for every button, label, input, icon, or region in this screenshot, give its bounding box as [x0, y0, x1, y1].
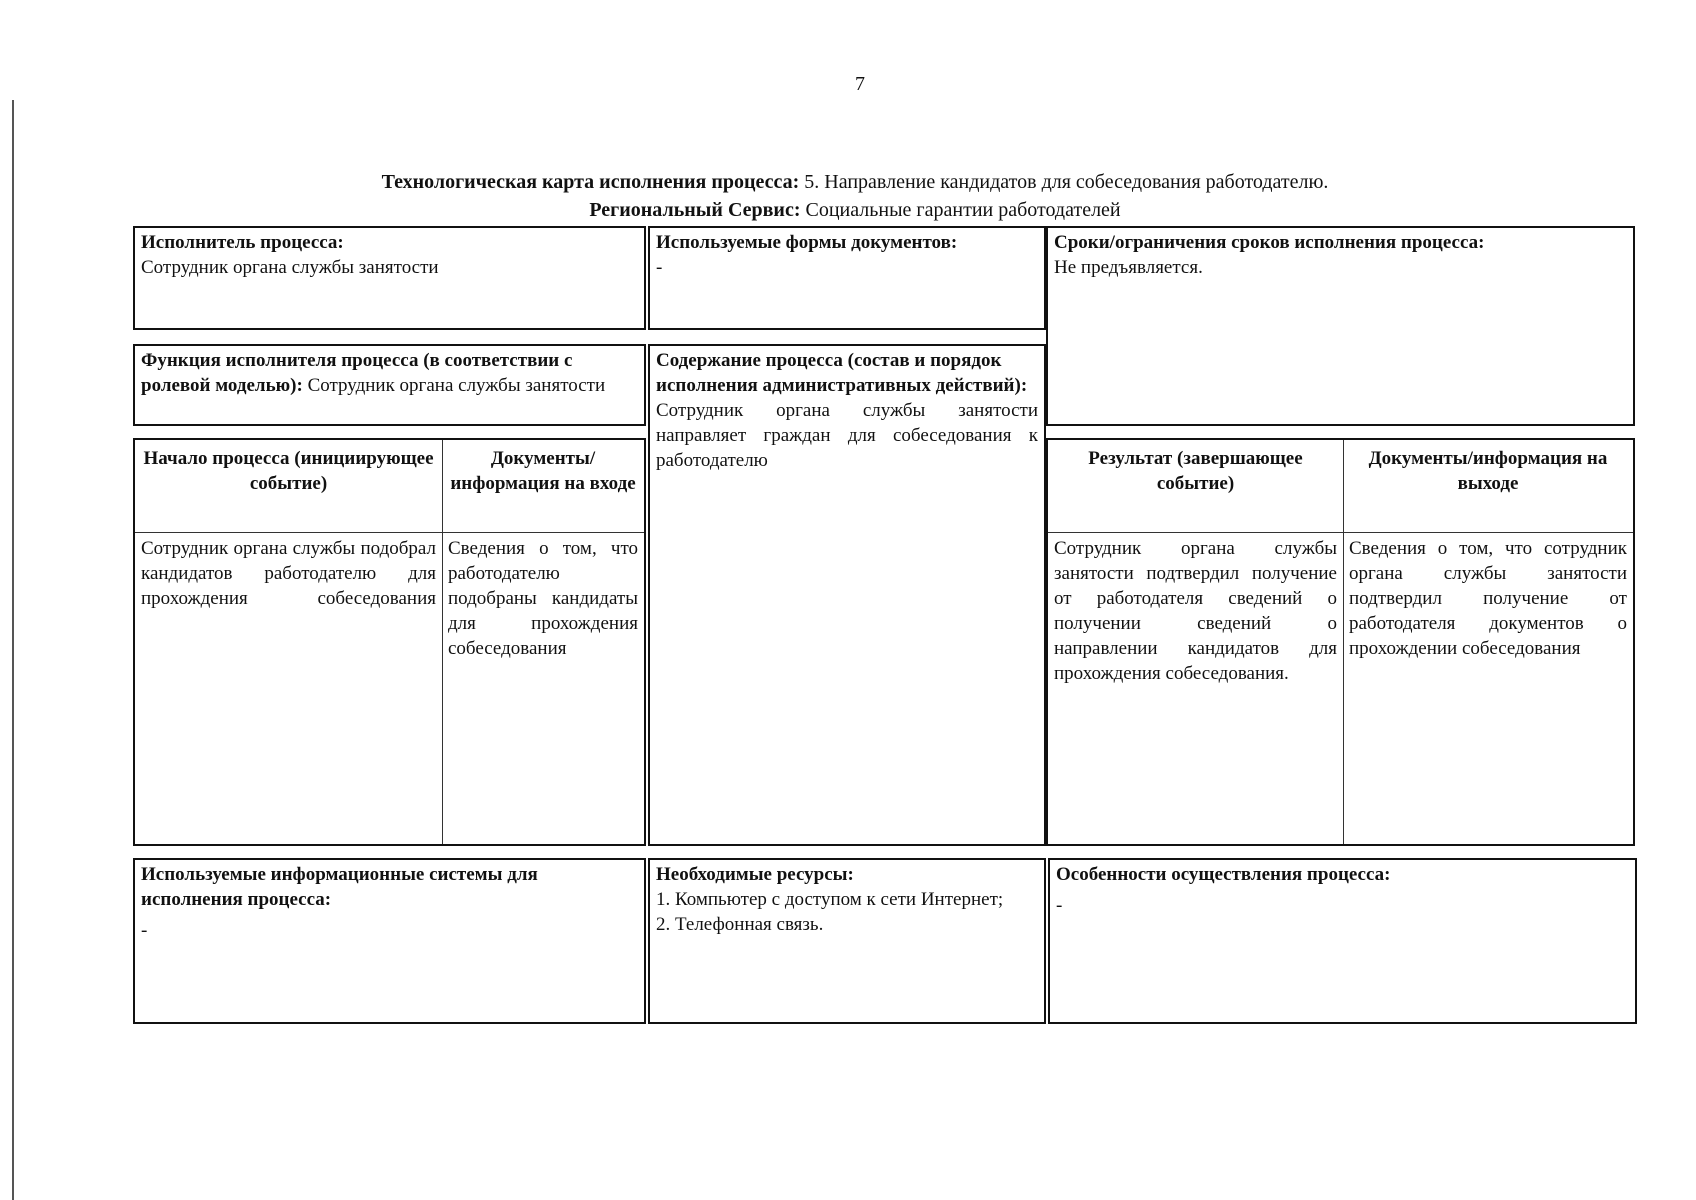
result-text: Сотрудник органа службы занятости подтвердил получение от работодателя сведений о получении сведений о направлении кандидатов для прохождения собеседования. — [1054, 538, 1337, 684]
forms-value: - — [656, 257, 663, 278]
resources-box — [648, 858, 1046, 1024]
page-number: 7 — [855, 73, 865, 95]
start-header-docs: Документы/информация на входе — [450, 448, 636, 494]
result-header-docs: Документы/информация на выходе — [1368, 448, 1608, 494]
content-value: Сотрудник органа службы занятости направляет граждан для собеседования к работодателю — [656, 400, 1038, 471]
systems-box — [133, 858, 646, 1024]
service-title — [120, 198, 1590, 223]
result-grid — [1046, 438, 1635, 846]
deadlines-label: Сроки/ограничения сроков исполнения процесса: — [1054, 232, 1485, 253]
result-header-result: Результат (завершающее событие) — [1088, 448, 1303, 494]
map-title — [120, 170, 1590, 195]
resources-label: Необходимые ресурсы: — [656, 864, 854, 885]
function-label: Функция исполнителя процесса (в соответствии с ролевой моделью): — [141, 350, 573, 396]
function-value: Сотрудник органа службы занятости — [307, 375, 606, 396]
forms-label: Используемые формы документов: — [656, 232, 958, 253]
map-title-value: 5. Направление кандидатов для собеседования работодателю. — [804, 171, 1329, 193]
result-docs-text: Сведения о том, что сотрудник органа службы занятости подтвердил получение от работодателя документов о прохождении собеседования — [1349, 538, 1627, 659]
start-grid-header-divider — [135, 532, 644, 533]
deadlines-box — [1046, 226, 1635, 426]
map-title-label: Технологическая карта исполнения процесса: — [381, 171, 800, 193]
systems-label: Используемые информационные системы для исполнения процесса: — [141, 864, 538, 910]
service-title-label: Региональный Сервис: — [589, 199, 801, 221]
start-grid — [133, 438, 646, 846]
forms-box — [648, 226, 1046, 330]
executor-label: Исполнитель процесса: — [141, 232, 344, 253]
features-value: - — [1056, 895, 1063, 916]
executor-value: Сотрудник органа службы занятости — [141, 257, 439, 278]
start-docs-text: Сведения о том, что работодателю подобраны кандидаты для прохождения собеседования — [448, 538, 638, 659]
content-label: Содержание процесса (состав и порядок исполнения административных действий): — [656, 350, 1028, 396]
resources-item: 1. Компьютер с доступом к сети Интернет; — [656, 889, 1004, 910]
resources-item: 2. Телефонная связь. — [656, 914, 824, 935]
start-header-process: Начало процесса (инициирующее событие) — [143, 448, 434, 494]
result-grid-header-divider — [1048, 532, 1633, 533]
content-box — [648, 344, 1046, 846]
start-process-text: Сотрудник органа службы подобрал кандидатов работодателю для прохождения собеседования — [141, 538, 436, 609]
executor-box — [133, 226, 646, 330]
deadlines-value: Не предъявляется. — [1054, 257, 1203, 278]
systems-value: - — [141, 920, 148, 941]
binding-margin-line — [12, 100, 14, 1200]
features-label: Особенности осуществления процесса: — [1056, 864, 1391, 885]
service-title-value: Социальные гарантии работодателей — [805, 199, 1121, 221]
function-box — [133, 344, 646, 426]
features-box — [1048, 858, 1637, 1024]
